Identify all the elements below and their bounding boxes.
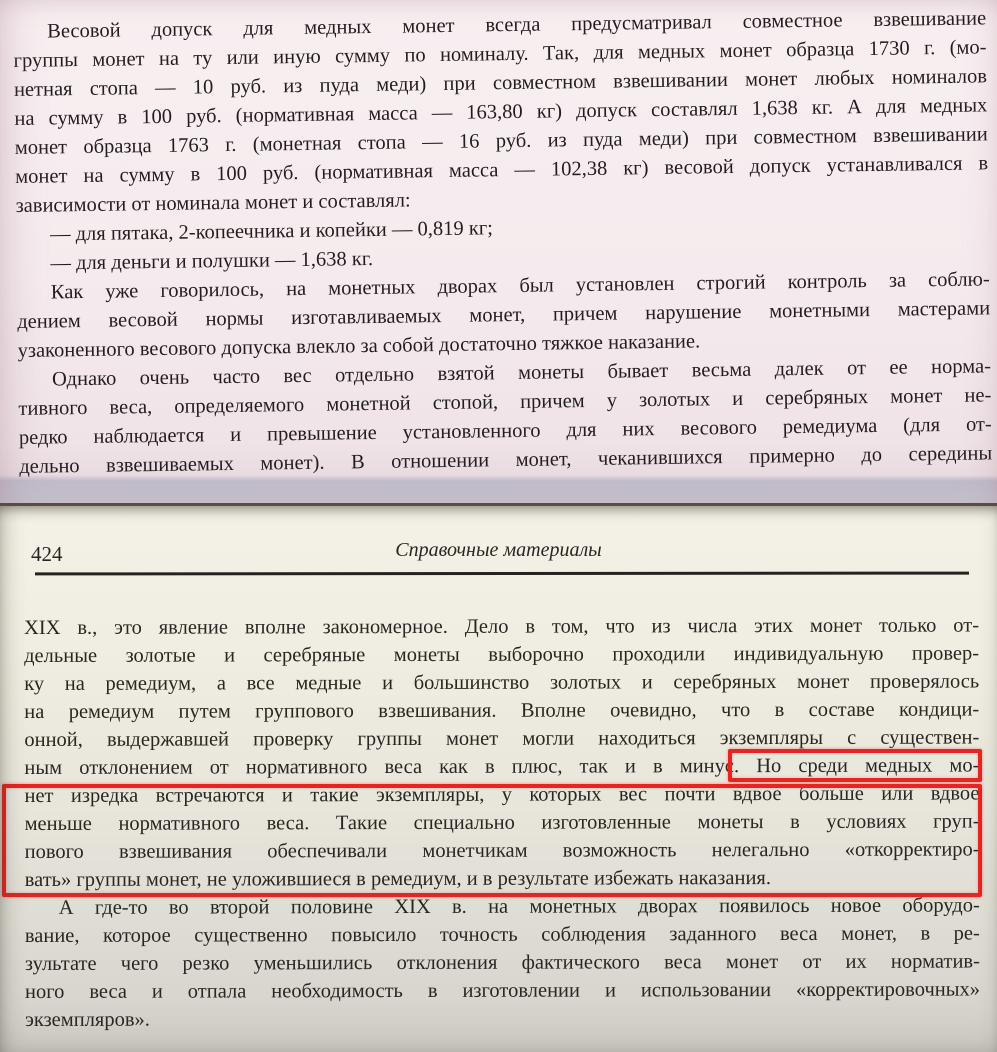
text-line: монет образца 1763 г. (монетная стопа — 16 руб. из пуда меди) при совместном взвешивании bbox=[14, 123, 988, 159]
text-line: зультате чего резко уменьшились отклонения фактического веса монет от их норматив- bbox=[24, 950, 980, 975]
text-line: меньше нормативного веса. Такие специально изготовленные монеты в условиях груп- bbox=[24, 810, 980, 835]
text-line: дельно взвешиваемых монет). В отношении монет, чеканившихся примерно до середины bbox=[19, 442, 993, 478]
top-page-photo bbox=[0, 0, 997, 503]
text-line: нет изредка встречаются и такие экземпляры, у которых вес почти вдвое больше или вдвое bbox=[24, 782, 980, 807]
text-line: группы монет на ту или иную сумму по номиналу. Так, для медных монет образца 1730 г. (мо- bbox=[13, 36, 987, 72]
page-number: 424 bbox=[31, 542, 63, 566]
text-line: нетная стопа — 10 руб. из пуда меди) при совместном взвешивании монет любых номиналов bbox=[13, 65, 988, 101]
text-line: — для пятака, 2-копеечника и копейки — 0,819 кг; bbox=[49, 217, 494, 246]
text-line: узаконенного весового допуска влекло за собой достаточно тяжкое наказание. bbox=[17, 330, 701, 362]
text-line: монет на сумму в 100 руб. (нормативная масса — 102,38 кг) весовой допуск устанавливался в bbox=[15, 152, 989, 188]
page-header bbox=[0, 506, 997, 576]
text-line: экземпляров». bbox=[25, 1008, 150, 1031]
bottom-page-photo bbox=[0, 503, 997, 1052]
text-line: дельные золотые и серебряные монеты выборочно проходили индивидуальную провер- bbox=[24, 642, 980, 667]
text-line: ку на ремедиум, а все медные и большинство золотых и серебряных монет проверялось bbox=[24, 670, 980, 695]
text-line: — для деньги и полушки — 1,638 кг. bbox=[50, 247, 374, 275]
running-title: Справочные материалы bbox=[395, 539, 602, 561]
text-line: Весовой допуск для медных монет всегда предусматривал совместное взвешивание bbox=[47, 7, 987, 43]
text-line: XIX в., это явление вполне закономерное. Дело в том, что из числа этих монет только от- bbox=[24, 614, 980, 639]
text-line: Однако очень часто вес отдельно взятой монеты бывает весьма далек от ее норма- bbox=[51, 355, 992, 391]
text-line: вание, которое существенно повысило точность соблюдения заданного веса монет, в ре- bbox=[24, 922, 980, 947]
text-line: дением весовой нормы изготавливаемых монет, причем нарушение монетными мастерами bbox=[17, 297, 991, 333]
text-line: А где-то во второй половине XIX в. на монетных дворах появилось новое оборудо- bbox=[58, 894, 980, 919]
text-line: ным отклонением от нормативного веса как в плюс, так и в минус. Но среди медных мо- bbox=[24, 754, 980, 779]
top-page-text-block bbox=[13, 4, 992, 482]
text-line: онной, выдержавшей проверку группы монет могли находиться экземпляры с существен- bbox=[24, 726, 980, 751]
text-line: пового взвешивания обеспечивали монетчикам возможность нелегально «откорректиро- bbox=[24, 838, 980, 863]
text-line: Как уже говорилось, на монетных дворах был установлен строгий контроль за соблю- bbox=[50, 268, 990, 304]
text-line: вать» группы монет, не уложившиеся в ремедиум, и в результате избежать наказания. bbox=[24, 867, 772, 891]
text-line: на сумму в 100 руб. (нормативная масса — 163,80 кг) допуск составлял 1,638 кг. А для медных bbox=[14, 94, 988, 130]
text-line: тивного веса, определяемого монетной стопой, причем у золотых и серебряных монет не- bbox=[18, 384, 992, 420]
text-line: ного веса и отпала необходимость в изготовлении и использовании «корректировочных» bbox=[24, 978, 981, 1003]
bottom-page-text-block bbox=[24, 611, 980, 1033]
text-line: редко наблюдается и превышение установленного для них весового ремедиума (для от- bbox=[18, 413, 992, 449]
text-line: зависимости от номинала монет и составлял: bbox=[15, 189, 411, 217]
text-line: на ремедиум путем группового взвешивания. Вполне очевидно, что в составе кондици- bbox=[24, 698, 980, 723]
header-rule bbox=[35, 572, 969, 576]
